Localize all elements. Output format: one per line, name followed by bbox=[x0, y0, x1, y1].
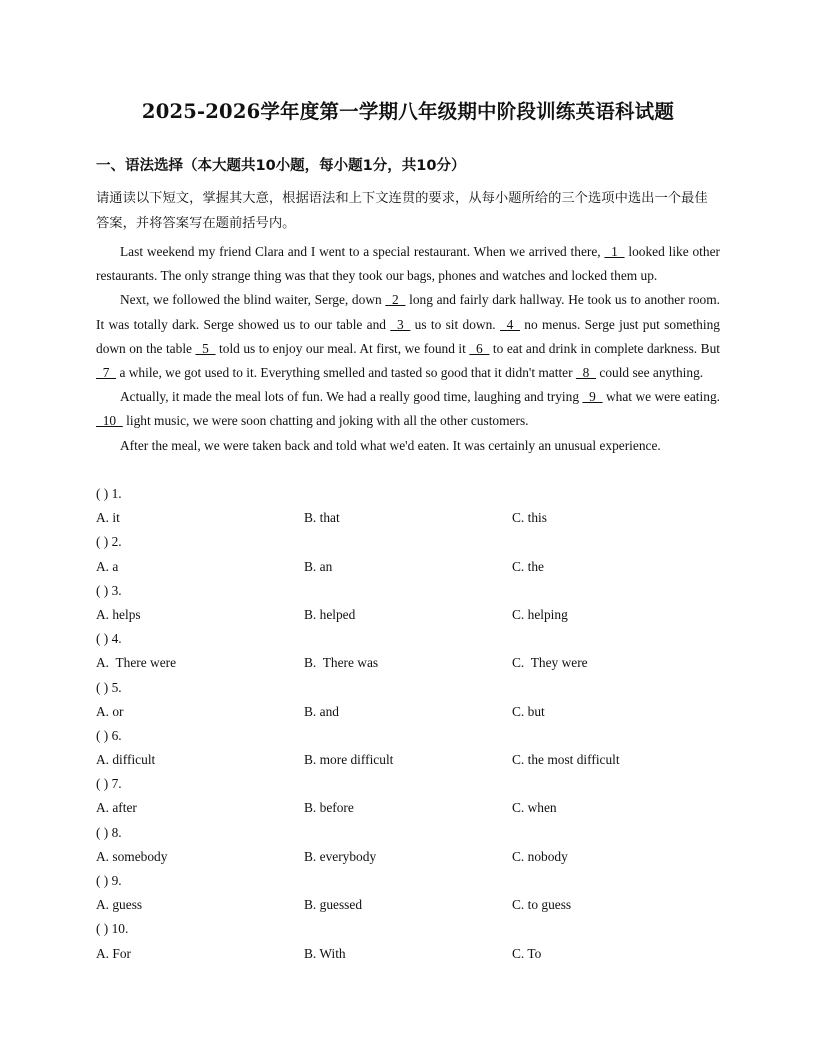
question-number-row bbox=[96, 724, 720, 748]
passage-text: what we were eating. bbox=[602, 389, 720, 405]
blank-2: 2 bbox=[385, 292, 406, 308]
answer-bracket-8[interactable]: ( ) 8. bbox=[96, 824, 122, 840]
option-b: B. more difficult bbox=[304, 752, 394, 768]
passage-text: light music, we were soon chatting and joking with all the other customers. bbox=[122, 413, 529, 429]
question-options-row bbox=[96, 796, 720, 820]
question-number-row bbox=[96, 676, 720, 700]
option-a: A. a bbox=[96, 558, 119, 574]
option-c: C. but bbox=[512, 703, 545, 719]
question-number-row bbox=[96, 869, 720, 893]
question-number-row bbox=[96, 482, 720, 506]
question-options-row bbox=[96, 651, 720, 675]
answer-bracket-7[interactable]: ( ) 7. bbox=[96, 776, 122, 792]
passage-paragraph-2 bbox=[96, 288, 720, 385]
question-options-row bbox=[96, 748, 720, 772]
section-instructions: 请通读以下短文，掌握其大意，根据语法和上下文连贯的要求，从每小题所给的三个选项中选出一个最佳答案，并将答案写在题前括号内。 bbox=[96, 191, 708, 231]
passage-text: no menus. Serge just put something down on the table bbox=[96, 316, 720, 356]
option-a: A. For bbox=[96, 945, 131, 961]
question-number-row bbox=[96, 627, 720, 651]
answer-bracket-6[interactable]: ( ) 6. bbox=[96, 727, 122, 743]
option-b: B. an bbox=[304, 558, 333, 574]
option-c: C. this bbox=[512, 510, 547, 526]
option-b: B. helped bbox=[304, 606, 356, 622]
option-b: B. With bbox=[304, 945, 346, 961]
answer-bracket-4[interactable]: ( ) 4. bbox=[96, 631, 122, 647]
passage-text: long and fairly dark hallway. He took us to another room. It was totally dark. Serge showed us to our table and bbox=[96, 292, 720, 332]
option-c: C. To bbox=[512, 945, 542, 961]
option-c: C. helping bbox=[512, 606, 568, 622]
blank-10: 10 bbox=[96, 413, 123, 429]
option-b: B. guessed bbox=[304, 897, 363, 913]
option-a: A. somebody bbox=[96, 848, 168, 864]
answer-bracket-5[interactable]: ( ) 5. bbox=[96, 679, 122, 695]
question-number-row bbox=[96, 917, 720, 941]
option-a: A. or bbox=[96, 703, 124, 719]
section-heading: 一、语法选择（本大题共10小题，每小题1分，共10分） bbox=[96, 158, 466, 174]
question-number-row bbox=[96, 772, 720, 796]
option-a: A. There were bbox=[96, 655, 177, 671]
passage-paragraph-3 bbox=[96, 385, 720, 433]
option-b: B. There was bbox=[304, 655, 379, 671]
passage-paragraph-4 bbox=[96, 434, 720, 458]
question-options-row bbox=[96, 845, 720, 869]
blank-1: 1 bbox=[604, 244, 625, 259]
option-c: C. the most difficult bbox=[512, 752, 620, 768]
option-b: B. that bbox=[304, 510, 340, 526]
passage-text: After the meal, we were taken back and told what we'd eaten. It was certainly an unusual experience. bbox=[120, 437, 661, 453]
option-b: B. and bbox=[304, 703, 339, 719]
answer-bracket-3[interactable]: ( ) 3. bbox=[96, 582, 122, 598]
answer-bracket-9[interactable]: ( ) 9. bbox=[96, 873, 122, 888]
option-c: C. the bbox=[512, 558, 544, 574]
blank-5: 5 bbox=[195, 340, 216, 356]
question-list bbox=[96, 482, 720, 966]
passage-text: Actually, it made the meal lots of fun. We had a really good time, laughing and trying bbox=[120, 389, 583, 405]
question-number-row bbox=[96, 821, 720, 845]
blank-8: 8 bbox=[575, 365, 597, 381]
answer-bracket-10[interactable]: ( ) 10. bbox=[96, 921, 129, 937]
passage-text: told us to enjoy our meal. At first, we found it bbox=[215, 340, 470, 356]
question-options-row bbox=[96, 942, 720, 966]
reading-passage bbox=[96, 240, 720, 458]
option-a: A. after bbox=[96, 800, 137, 816]
question-options-row bbox=[96, 555, 720, 579]
passage-text: Last weekend my friend Clara and I went to a special restaurant. When we arrived there, bbox=[120, 244, 605, 259]
passage-text: a while, we got used to it. Everything smelled and tasted so good that it didn't matter bbox=[116, 365, 576, 381]
passage-text: looked like other restaurants. The only strange thing was that they took our bags, phones and watches and locked them up. bbox=[96, 244, 720, 284]
question-options-row bbox=[96, 893, 720, 917]
option-a: A. helps bbox=[96, 606, 141, 622]
option-b: B. everybody bbox=[304, 848, 377, 864]
option-b: B. before bbox=[304, 800, 354, 816]
passage-text: to eat and drink in complete darkness. But bbox=[489, 340, 720, 356]
option-a: A. guess bbox=[96, 897, 143, 913]
page-title: 2025-2026学年度第一学期八年级期中阶段训练英语科试题 bbox=[141, 100, 675, 123]
question-number-row bbox=[96, 579, 720, 603]
answer-bracket-1[interactable]: ( ) 1. bbox=[96, 486, 122, 501]
option-c: C. when bbox=[512, 800, 557, 816]
option-c: C. to guess bbox=[512, 897, 572, 913]
passage-text: could see anything. bbox=[596, 365, 704, 381]
passage-text: us to sit down. bbox=[410, 316, 500, 332]
blank-4: 4 bbox=[499, 316, 521, 332]
blank-6: 6 bbox=[469, 340, 490, 356]
question-number-row bbox=[96, 530, 720, 554]
option-c: C. They were bbox=[512, 655, 588, 671]
blank-7: 7 bbox=[96, 365, 117, 381]
blank-9: 9 bbox=[582, 389, 603, 405]
passage-paragraph-1 bbox=[96, 240, 720, 288]
question-options-row bbox=[96, 506, 720, 530]
option-c: C. nobody bbox=[512, 848, 568, 864]
option-a: A. it bbox=[96, 510, 120, 526]
option-a: A. difficult bbox=[96, 752, 156, 768]
passage-text: Next, we followed the blind waiter, Serge, down bbox=[120, 292, 386, 308]
blank-3: 3 bbox=[390, 316, 411, 332]
question-options-row bbox=[96, 700, 720, 724]
question-options-row bbox=[96, 603, 720, 627]
answer-bracket-2[interactable]: ( ) 2. bbox=[96, 534, 122, 550]
